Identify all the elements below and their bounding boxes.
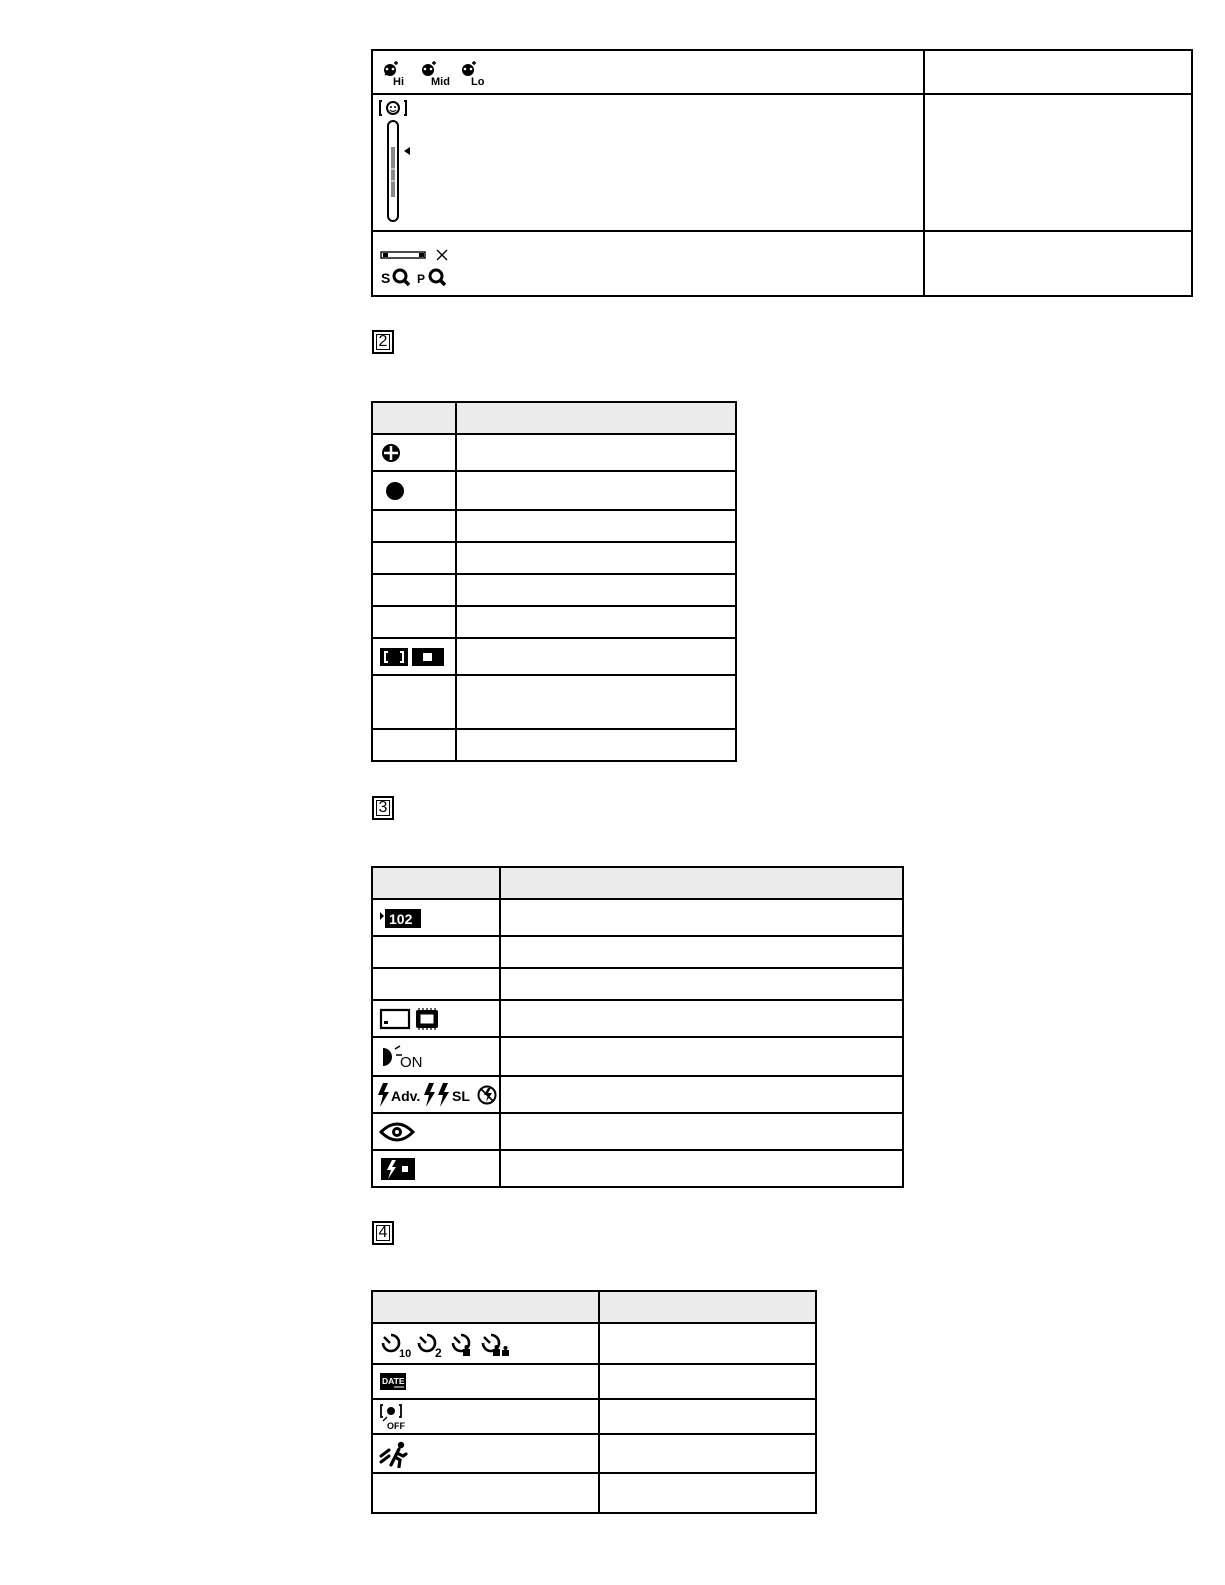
description-cell [500, 1076, 903, 1113]
icon-cell [372, 542, 456, 574]
table-row [372, 638, 736, 675]
level-pointer-icon [404, 147, 410, 155]
description-cell [456, 510, 736, 542]
column-header-display [372, 1291, 599, 1323]
description-cell [500, 1113, 903, 1150]
table-row [372, 606, 736, 638]
icon-cell [372, 434, 456, 471]
face-detection-off-label: OFF [387, 1420, 405, 1431]
af-illuminator-icon [379, 1043, 429, 1071]
face-detection-off-icon [379, 1403, 413, 1431]
section-marker-3: 3 [372, 796, 394, 820]
description-cell [456, 434, 736, 471]
column-header-display [372, 867, 500, 899]
folder-number-label: 102 [389, 910, 413, 927]
icon-cell [372, 1113, 500, 1150]
soft-skin-effect-icons [379, 57, 489, 87]
description-cell [456, 729, 736, 761]
table-row [372, 434, 736, 471]
icon-cell [372, 606, 456, 638]
description-cell [599, 1434, 816, 1473]
flash-mode-icons [377, 1081, 497, 1109]
soft-skin-lo-label: Lo [471, 76, 485, 87]
icon-cell [372, 936, 500, 968]
icon-cell [372, 1434, 599, 1473]
table-row [372, 1364, 816, 1399]
icon-cell [372, 899, 500, 936]
table-row [372, 510, 736, 542]
description-cell [500, 968, 903, 1000]
table-header-row [372, 402, 736, 434]
table-row [372, 50, 1192, 94]
focus-crosshair-icon [379, 441, 403, 465]
description-cell [599, 1399, 816, 1434]
description-cell [456, 638, 736, 675]
icon-cell [372, 638, 456, 675]
flash-icon [378, 1083, 389, 1107]
memory-card-icon [379, 1006, 443, 1032]
table-header-row [372, 1291, 816, 1323]
table-row [372, 1150, 903, 1187]
description-cell [500, 1150, 903, 1187]
description-cell [599, 1364, 816, 1399]
smile-detection-sensitivity-icon [379, 99, 419, 225]
section-marker-4: 4 [372, 1221, 394, 1245]
description-cell [500, 1037, 903, 1076]
af-illuminator-on-label: ON [400, 1053, 423, 1071]
column-header-indication [599, 1291, 816, 1323]
self-timer-icons [379, 1329, 519, 1359]
table-row [372, 94, 1192, 231]
internal-memory-icon [416, 1008, 438, 1030]
table-row [372, 574, 736, 606]
description-cell [599, 1323, 816, 1364]
flash-slow-sync-label: SL [452, 1087, 470, 1104]
table-header-row [372, 867, 903, 899]
soft-skin-mid-label: Mid [431, 76, 450, 87]
table-row [372, 1037, 903, 1076]
description-cell [456, 675, 736, 729]
description-cell [500, 1000, 903, 1037]
table-row [372, 1473, 816, 1513]
column-header-display [372, 402, 456, 434]
af-area-frame-icon [379, 645, 445, 669]
section-marker-2: 2 [372, 330, 394, 354]
icon-cell [372, 510, 456, 542]
flash-charging-icon [379, 1156, 419, 1182]
table-row [372, 231, 1192, 296]
description-cell [456, 471, 736, 510]
self-timer-icon [383, 1335, 399, 1351]
table-row [372, 968, 903, 1000]
icon-cell [372, 1037, 500, 1076]
table-row [372, 729, 736, 761]
table-4 [371, 1290, 817, 1514]
table-row [372, 471, 736, 510]
table-row [372, 675, 736, 729]
description-cell [924, 94, 1192, 231]
column-header-indication [500, 867, 903, 899]
icon-cell [372, 675, 456, 729]
table-row [372, 1000, 903, 1037]
table-row [372, 1399, 816, 1434]
description-cell [456, 574, 736, 606]
folder-number-icon [379, 906, 423, 930]
flash-off-icon [479, 1086, 496, 1103]
icon-cell [372, 574, 456, 606]
table-row [372, 899, 903, 936]
icon-cell [372, 50, 924, 94]
icon-cell [372, 1399, 599, 1434]
zoom-scale-icon [379, 236, 469, 292]
soft-skin-hi-label: Hi [393, 76, 404, 87]
description-cell [500, 936, 903, 968]
table-1 [371, 49, 1193, 297]
table-row [372, 1076, 903, 1113]
description-cell [924, 50, 1192, 94]
icon-cell [372, 1473, 599, 1513]
table-2 [371, 401, 737, 762]
table-row [372, 1434, 816, 1473]
column-header-indication [456, 402, 736, 434]
icon-cell [372, 94, 924, 231]
description-cell [599, 1473, 816, 1513]
date-stamp-label: DATE [382, 1375, 405, 1386]
close-icon [437, 250, 447, 260]
self-timer-2-label: 2 [435, 1345, 442, 1359]
focus-dot-icon [379, 479, 409, 503]
motion-blur-reduction-icon [379, 1440, 413, 1468]
table-row [372, 542, 736, 574]
table-3 [371, 866, 904, 1188]
description-cell [456, 542, 736, 574]
zoom-s-label: S [381, 269, 391, 286]
table-row [372, 1323, 816, 1364]
date-stamp-icon [379, 1371, 409, 1393]
description-cell [924, 231, 1192, 296]
description-cell [456, 606, 736, 638]
description-cell [500, 899, 903, 936]
icon-cell [372, 1076, 500, 1113]
icon-cell [372, 1150, 500, 1187]
icon-cell [372, 471, 456, 510]
red-eye-reduction-icon [379, 1119, 419, 1145]
self-timer-10-label: 10 [399, 1347, 412, 1359]
table-row [372, 936, 903, 968]
icon-cell [372, 231, 924, 296]
zoom-p-label: P [417, 271, 426, 286]
soft-skin-hi-icon [384, 61, 398, 76]
icon-cell [372, 1323, 599, 1364]
flash-advanced-label: Adv. [391, 1087, 421, 1104]
icon-cell [372, 968, 500, 1000]
icon-cell [372, 1000, 500, 1037]
icon-cell [372, 1364, 599, 1399]
table-row [372, 1113, 903, 1150]
icon-cell [372, 729, 456, 761]
